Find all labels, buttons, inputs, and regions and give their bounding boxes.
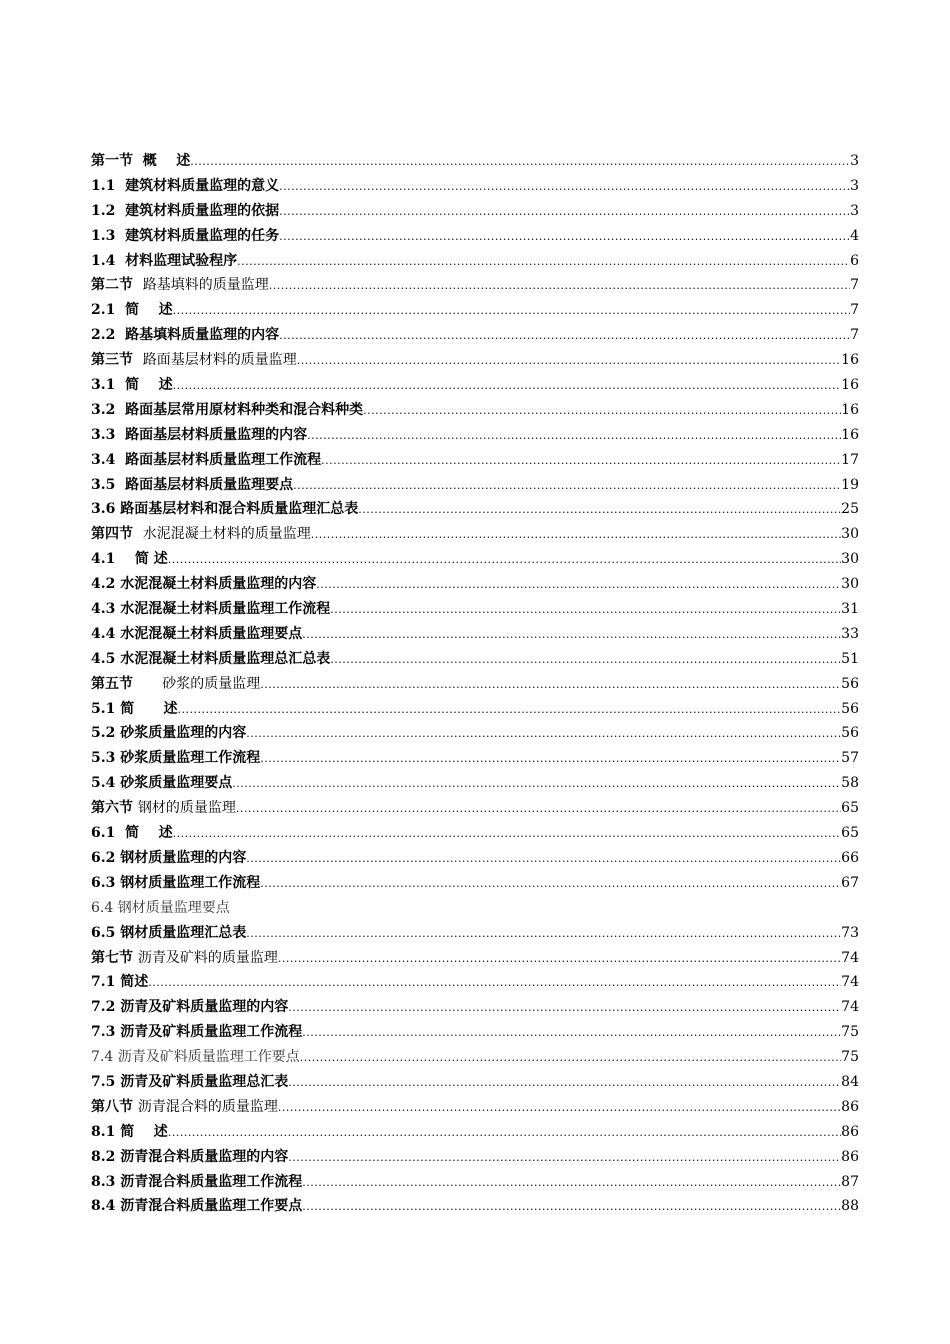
toc-entry-page: 65 xyxy=(841,800,859,817)
toc-entry-number: 7.1 xyxy=(91,974,121,991)
toc-entry-title: 水泥混凝土材料质量监理的内容 xyxy=(120,576,317,593)
toc-leader-dots xyxy=(260,747,841,771)
toc-entry-page: 56 xyxy=(841,700,859,717)
toc-entry-title: 沥青混合料质量监理工作要点 xyxy=(120,1198,303,1215)
toc-entry-title: 路面基层材料质量监理要点 xyxy=(125,476,294,493)
toc-leader-dots xyxy=(297,349,841,373)
toc-entry-title: 砂浆的质量监理 xyxy=(162,675,261,692)
toc-entry-title: 建筑材料质量监理的依据 xyxy=(125,202,280,219)
toc-entry-number: 2.1 xyxy=(91,302,126,319)
toc-entry[interactable] xyxy=(91,522,859,547)
toc-leader-dots xyxy=(330,648,841,672)
toc-entry-page: 19 xyxy=(841,476,859,493)
toc-entry-title: 钢材质量监理工作流程 xyxy=(120,874,261,891)
toc-entry-page: 6 xyxy=(850,252,859,269)
table-of-contents xyxy=(91,149,859,1219)
toc-entry-page: 3 xyxy=(850,202,859,219)
toc-leader-dots xyxy=(302,1021,841,1045)
toc-leader-dots xyxy=(278,947,841,971)
toc-entry[interactable] xyxy=(91,921,859,946)
toc-leader-dots xyxy=(358,498,841,522)
toc-entry[interactable] xyxy=(91,821,859,846)
toc-entry-number: 6.1 xyxy=(91,825,126,842)
toc-entry-number: 5.4 xyxy=(91,775,121,792)
toc-leader-dots xyxy=(288,996,841,1020)
toc-entry-number: 3.6 xyxy=(91,501,121,518)
toc-leader-dots xyxy=(302,1195,841,1219)
toc-leader-dots xyxy=(302,1171,841,1195)
toc-entry-number: 4.3 xyxy=(91,601,121,618)
toc-leader-dots xyxy=(307,424,841,448)
toc-entry-page: 7 xyxy=(850,302,859,319)
toc-entry-title: 建筑材料质量监理的意义 xyxy=(125,177,280,194)
toc-entry-page: 16 xyxy=(841,401,859,418)
toc-leader-dots xyxy=(316,573,841,597)
toc-entry-page: 75 xyxy=(841,1049,859,1066)
toc-entry[interactable] xyxy=(91,149,859,174)
toc-entry-title: 路基填料质量监理的内容 xyxy=(125,327,280,344)
toc-entry-number: 8.4 xyxy=(91,1198,121,1215)
toc-leader-dots xyxy=(311,523,841,547)
toc-leader-dots xyxy=(173,374,842,398)
toc-entry-page: 84 xyxy=(841,1073,859,1090)
toc-entry[interactable] xyxy=(91,771,859,796)
toc-entry-page: 74 xyxy=(841,999,859,1016)
toc-entry[interactable] xyxy=(91,721,859,746)
toc-leader-dots xyxy=(177,698,841,722)
toc-entry-title: 沥青及矿料质量监理工作流程 xyxy=(120,1024,303,1041)
toc-entry-number: 6.5 xyxy=(91,924,121,941)
toc-entry-title: 沥青混合料质量监理的内容 xyxy=(120,1148,289,1165)
toc-entry-number: 3.4 xyxy=(91,451,126,468)
toc-leader-dots xyxy=(173,299,850,323)
toc-entry-number: 3.1 xyxy=(91,377,126,394)
toc-entry-title: 沥青混合料质量监理工作流程 xyxy=(120,1173,303,1190)
toc-entry[interactable] xyxy=(91,224,859,249)
toc-entry-page: 17 xyxy=(841,451,859,468)
toc-entry-number: 7.4 xyxy=(91,1049,118,1066)
toc-entry[interactable] xyxy=(91,373,859,398)
toc-entry[interactable] xyxy=(91,298,859,323)
toc-leader-dots xyxy=(279,200,850,224)
toc-entry[interactable] xyxy=(91,174,859,199)
toc-leader-dots xyxy=(300,1046,841,1070)
toc-entry-number: 第四节 xyxy=(91,526,143,543)
toc-entry-number: 第三节 xyxy=(91,352,143,369)
toc-entry[interactable] xyxy=(91,572,859,597)
toc-entry-page: 4 xyxy=(850,227,859,244)
toc-entry[interactable] xyxy=(91,199,859,224)
toc-leader-dots xyxy=(288,1071,841,1095)
toc-entry-title: 水泥混凝土材料的质量监理 xyxy=(142,526,311,543)
toc-entry-page: 74 xyxy=(841,949,859,966)
toc-leader-dots xyxy=(288,1146,841,1170)
toc-entry-page: 88 xyxy=(841,1198,859,1215)
toc-entry-page: 3 xyxy=(850,177,859,194)
toc-entry[interactable] xyxy=(91,547,859,572)
toc-entry-number: 7.3 xyxy=(91,1024,121,1041)
toc-leader-dots xyxy=(168,548,841,572)
toc-entry[interactable] xyxy=(91,423,859,448)
toc-entry-number: 4.2 xyxy=(91,576,121,593)
toc-entry-number: 第六节 xyxy=(91,800,138,817)
toc-entry-title: 路面基层材料质量监理的内容 xyxy=(125,426,308,443)
toc-entry[interactable] xyxy=(91,448,859,473)
toc-entry-title: 概 述 xyxy=(142,153,191,169)
toc-entry-title: 路面基层材料质量监理工作流程 xyxy=(125,451,322,468)
toc-entry-number: 1.2 xyxy=(91,202,126,219)
toc-entry-title: 钢材质量监理汇总表 xyxy=(120,924,247,941)
toc-leader-dots xyxy=(363,399,841,423)
toc-entry[interactable] xyxy=(91,1194,859,1219)
toc-entry[interactable] xyxy=(91,273,859,298)
toc-entry-page: 86 xyxy=(841,1123,859,1140)
toc-entry-page: 7 xyxy=(850,277,859,294)
toc-entry[interactable] xyxy=(91,1170,859,1195)
toc-entry[interactable] xyxy=(91,1095,859,1120)
toc-entry-page: 25 xyxy=(841,501,859,518)
toc-entry-page: 51 xyxy=(841,650,859,667)
toc-leader-dots xyxy=(279,225,850,249)
toc-entry[interactable] xyxy=(91,672,859,697)
toc-entry-page: 30 xyxy=(841,526,859,543)
toc-entry-title: 简 述 xyxy=(125,302,173,319)
toc-entry-number: 第二节 xyxy=(91,277,143,294)
toc-leader-dots xyxy=(190,150,850,174)
toc-entry-number: 4.5 xyxy=(91,650,121,667)
toc-entry-page: 87 xyxy=(841,1173,859,1190)
toc-entry-page: 73 xyxy=(841,924,859,941)
toc-leader-dots xyxy=(278,1096,841,1120)
toc-entry-number: 5.2 xyxy=(91,725,121,742)
toc-entry-title: 简 述 xyxy=(120,700,178,717)
toc-entry-number: 第七节 xyxy=(91,949,138,966)
toc-entry-page: 3 xyxy=(850,153,859,169)
toc-leader-dots xyxy=(246,722,841,746)
toc-entry-number: 6.3 xyxy=(91,874,121,891)
toc-entry-title: 路面基层材料的质量监理 xyxy=(142,352,297,369)
toc-entry[interactable] xyxy=(91,995,859,1020)
toc-entry[interactable] xyxy=(91,249,859,274)
toc-entry[interactable] xyxy=(91,871,859,896)
toc-entry-number: 1.3 xyxy=(91,227,126,244)
toc-entry[interactable] xyxy=(91,697,859,722)
toc-entry-number: 3.2 xyxy=(91,401,126,418)
toc-entry-title: 水泥混凝土材料质量监理要点 xyxy=(120,625,303,642)
toc-entry-number: 2.2 xyxy=(91,327,126,344)
toc-leader-dots xyxy=(293,474,841,498)
toc-entry[interactable] xyxy=(91,896,859,921)
toc-entry-title: 沥青混合料的质量监理 xyxy=(137,1098,278,1115)
toc-entry-number: 4.4 xyxy=(91,625,121,642)
toc-leader-dots xyxy=(236,797,841,821)
toc-entry-number: 6.4 xyxy=(91,899,118,916)
toc-entry-page: 86 xyxy=(841,1148,859,1165)
toc-entry-page: 65 xyxy=(841,825,859,842)
toc-leader-dots xyxy=(246,847,841,871)
toc-entry[interactable] xyxy=(91,1045,859,1070)
toc-entry-page: 74 xyxy=(841,974,859,991)
toc-entry-title: 钢材质量监理要点 xyxy=(117,899,230,916)
toc-leader-dots xyxy=(148,971,841,995)
toc-leader-dots xyxy=(279,324,850,348)
toc-entry-title: 砂浆质量监理的内容 xyxy=(120,725,247,742)
toc-entry[interactable] xyxy=(91,398,859,423)
toc-leader-dots xyxy=(260,872,841,896)
toc-entry-title: 水泥混凝土材料质量监理总汇总表 xyxy=(120,650,331,667)
toc-entry[interactable] xyxy=(91,746,859,771)
toc-leader-dots xyxy=(246,922,841,946)
toc-entry-number: 8.2 xyxy=(91,1148,121,1165)
toc-entry-page: 66 xyxy=(841,849,859,866)
toc-entry[interactable] xyxy=(91,970,859,995)
toc-leader-dots xyxy=(260,673,841,697)
toc-entry-number: 6.2 xyxy=(91,849,121,866)
toc-entry-title: 简 述 xyxy=(134,551,168,568)
toc-entry-number: 3.5 xyxy=(91,476,126,493)
toc-entry[interactable] xyxy=(91,1070,859,1095)
toc-entry-title: 钢材质量监理的内容 xyxy=(120,849,247,866)
toc-entry-title: 简述 xyxy=(120,974,149,991)
toc-entry-page: 75 xyxy=(841,1024,859,1041)
toc-entry-number: 7.2 xyxy=(91,999,121,1016)
toc-entry-number: 1.4 xyxy=(91,252,126,269)
toc-leader-dots xyxy=(232,772,841,796)
toc-entry[interactable] xyxy=(91,597,859,622)
toc-entry-page: 16 xyxy=(841,352,859,369)
toc-entry[interactable] xyxy=(91,348,859,373)
toc-entry-number: 8.3 xyxy=(91,1173,121,1190)
toc-leader-dots xyxy=(279,175,850,199)
toc-entry-title: 路面基层常用原材料种类和混合料种类 xyxy=(125,401,364,418)
toc-entry-page: 56 xyxy=(841,675,859,692)
toc-entry[interactable] xyxy=(91,497,859,522)
toc-entry-title: 钢材的质量监理 xyxy=(137,800,236,817)
toc-entry-page: 33 xyxy=(841,625,859,642)
toc-entry-page: 16 xyxy=(841,377,859,394)
toc-entry-number: 第八节 xyxy=(91,1098,138,1115)
toc-entry[interactable] xyxy=(91,323,859,348)
toc-entry-number: 第五节 xyxy=(91,675,163,692)
toc-entry-number: 8.1 xyxy=(91,1123,121,1140)
toc-entry-page: 7 xyxy=(850,327,859,344)
toc-entry-title: 沥青及矿料质量监理的内容 xyxy=(120,999,289,1016)
toc-entry-page: 58 xyxy=(841,775,859,792)
toc-entry[interactable] xyxy=(91,946,859,971)
toc-entry-number: 7.5 xyxy=(91,1073,121,1090)
toc-leader-dots xyxy=(237,250,850,274)
toc-entry-title: 建筑材料质量监理的任务 xyxy=(125,227,280,244)
toc-entry[interactable] xyxy=(91,1120,859,1145)
toc-leader-dots xyxy=(302,623,841,647)
toc-entry-page: 67 xyxy=(841,874,859,891)
toc-leader-dots xyxy=(173,822,842,846)
toc-entry[interactable] xyxy=(91,647,859,672)
toc-leader-dots xyxy=(321,449,841,473)
toc-entry-title: 简 述 xyxy=(120,1123,168,1140)
toc-entry-title: 水泥混凝土材料质量监理工作流程 xyxy=(120,601,331,618)
toc-entry[interactable] xyxy=(91,796,859,821)
toc-entry-number: 4.1 xyxy=(91,551,135,568)
toc-entry-page: 16 xyxy=(841,426,859,443)
toc-entry[interactable] xyxy=(91,1145,859,1170)
toc-entry-page: 30 xyxy=(841,551,859,568)
toc-entry-number: 5.1 xyxy=(91,700,121,717)
toc-leader-dots xyxy=(330,598,841,622)
toc-entry[interactable] xyxy=(91,622,859,647)
toc-entry-title: 路面基层材料和混合料质量监理汇总表 xyxy=(120,501,359,518)
toc-entry-title: 砂浆质量监理要点 xyxy=(120,775,233,792)
toc-entry-title: 路基填料的质量监理 xyxy=(142,277,269,294)
toc-entry-title: 简 述 xyxy=(125,377,173,394)
toc-entry-number: 5.3 xyxy=(91,750,121,767)
toc-entry[interactable] xyxy=(91,1020,859,1045)
toc-entry-number: 3.3 xyxy=(91,426,126,443)
toc-entry-page: 31 xyxy=(841,601,859,618)
toc-entry-title: 沥青及矿料质量监理工作要点 xyxy=(117,1049,300,1066)
toc-entry-title: 砂浆质量监理工作流程 xyxy=(120,750,261,767)
toc-entry-title: 沥青及矿料质量监理总汇表 xyxy=(120,1073,289,1090)
toc-leader-dots xyxy=(168,1121,841,1145)
toc-entry[interactable] xyxy=(91,846,859,871)
toc-leader-dots xyxy=(269,274,850,298)
toc-entry-title: 简 述 xyxy=(125,825,173,842)
toc-entry-title: 沥青及矿料的质量监理 xyxy=(137,949,278,966)
toc-entry-number: 1.1 xyxy=(91,177,126,194)
toc-entry-title: 材料监理试验程序 xyxy=(125,252,238,269)
toc-entry-number: 第一节 xyxy=(91,153,143,169)
toc-entry[interactable] xyxy=(91,473,859,498)
toc-entry-page: 56 xyxy=(841,725,859,742)
toc-entry-page: 30 xyxy=(841,576,859,593)
toc-entry-page: 57 xyxy=(841,750,859,767)
toc-entry-page: 86 xyxy=(841,1098,859,1115)
